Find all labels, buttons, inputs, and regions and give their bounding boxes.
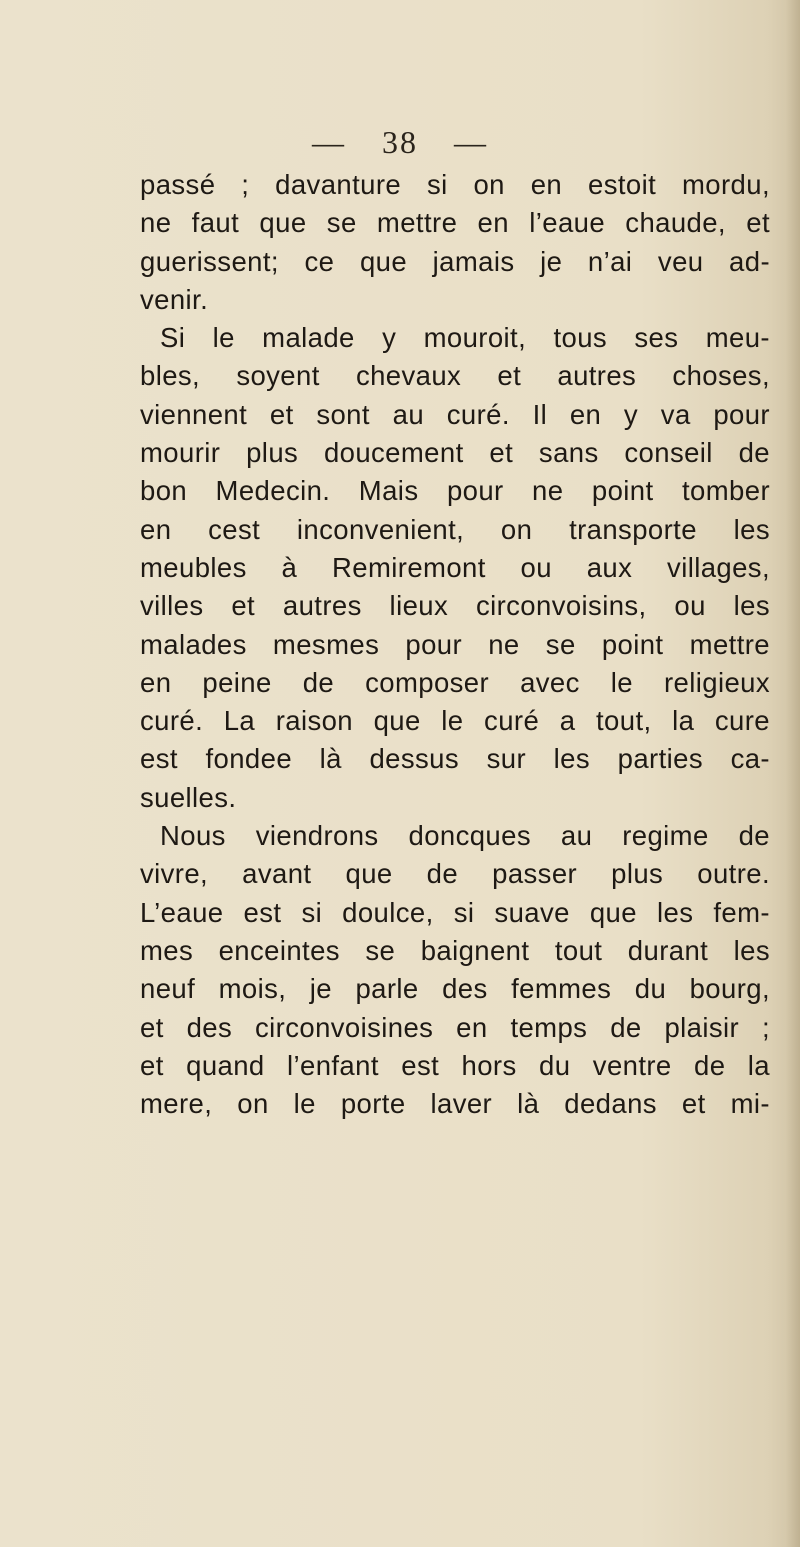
text-line: Nous viendrons doncques au regime de (160, 820, 770, 852)
page-header (0, 126, 800, 158)
text-line: ne faut que se mettre en l’eaue chaude, et (140, 207, 770, 239)
text-line: villes et autres lieux circonvoisins, ou les (140, 590, 770, 622)
text-line: curé. La raison que le curé a tout, la cure (140, 705, 770, 737)
header-dash-right: — (454, 124, 488, 160)
body-text (140, 166, 770, 1123)
text-line: bon Medecin. Mais pour ne point tomber (140, 475, 770, 507)
text-line: en cest inconvenient, on transporte les (140, 513, 770, 545)
text-line: venir. (140, 283, 209, 315)
text-line: neuf mois, je parle des femmes du bourg, (140, 973, 770, 1005)
text-line: mourir plus doucement et sans conseil de (140, 437, 770, 469)
text-line: meubles à Remiremont ou aux villages, (140, 551, 770, 583)
text-line: guerissent; ce que jamais je n’ai veu ad- (140, 245, 770, 277)
page-number: 38 (382, 124, 418, 160)
text-line: est fondee là dessus sur les parties ca- (140, 743, 770, 775)
text-line: mere, on le porte laver là dedans et mi- (140, 1088, 770, 1120)
text-line: et quand l’enfant est hors du ventre de la (140, 1049, 770, 1081)
page-edge-shadow (786, 0, 800, 1547)
header-dash-left: — (312, 124, 346, 160)
text-line: en peine de composer avec le religieux (140, 666, 770, 698)
text-line: viennent et sont au curé. Il en y va pour (140, 398, 770, 430)
text-line: Si le malade y mouroit, tous ses meu- (160, 322, 770, 354)
text-line: mes enceintes se baignent tout durant les (140, 934, 770, 966)
text-line: suelles. (140, 781, 237, 813)
text-line: bles, soyent chevaux et autres choses, (140, 360, 770, 392)
text-line: L’eaue est si doulce, si suave que les fem- (140, 896, 770, 928)
text-line: et des circonvoisines en temps de plaisir ; (140, 1011, 770, 1043)
text-line: malades mesmes pour ne se point mettre (140, 628, 770, 660)
text-line: vivre, avant que de passer plus outre. (140, 858, 770, 890)
text-line: passé ; davanture si on en estoit mordu, (140, 169, 770, 200)
